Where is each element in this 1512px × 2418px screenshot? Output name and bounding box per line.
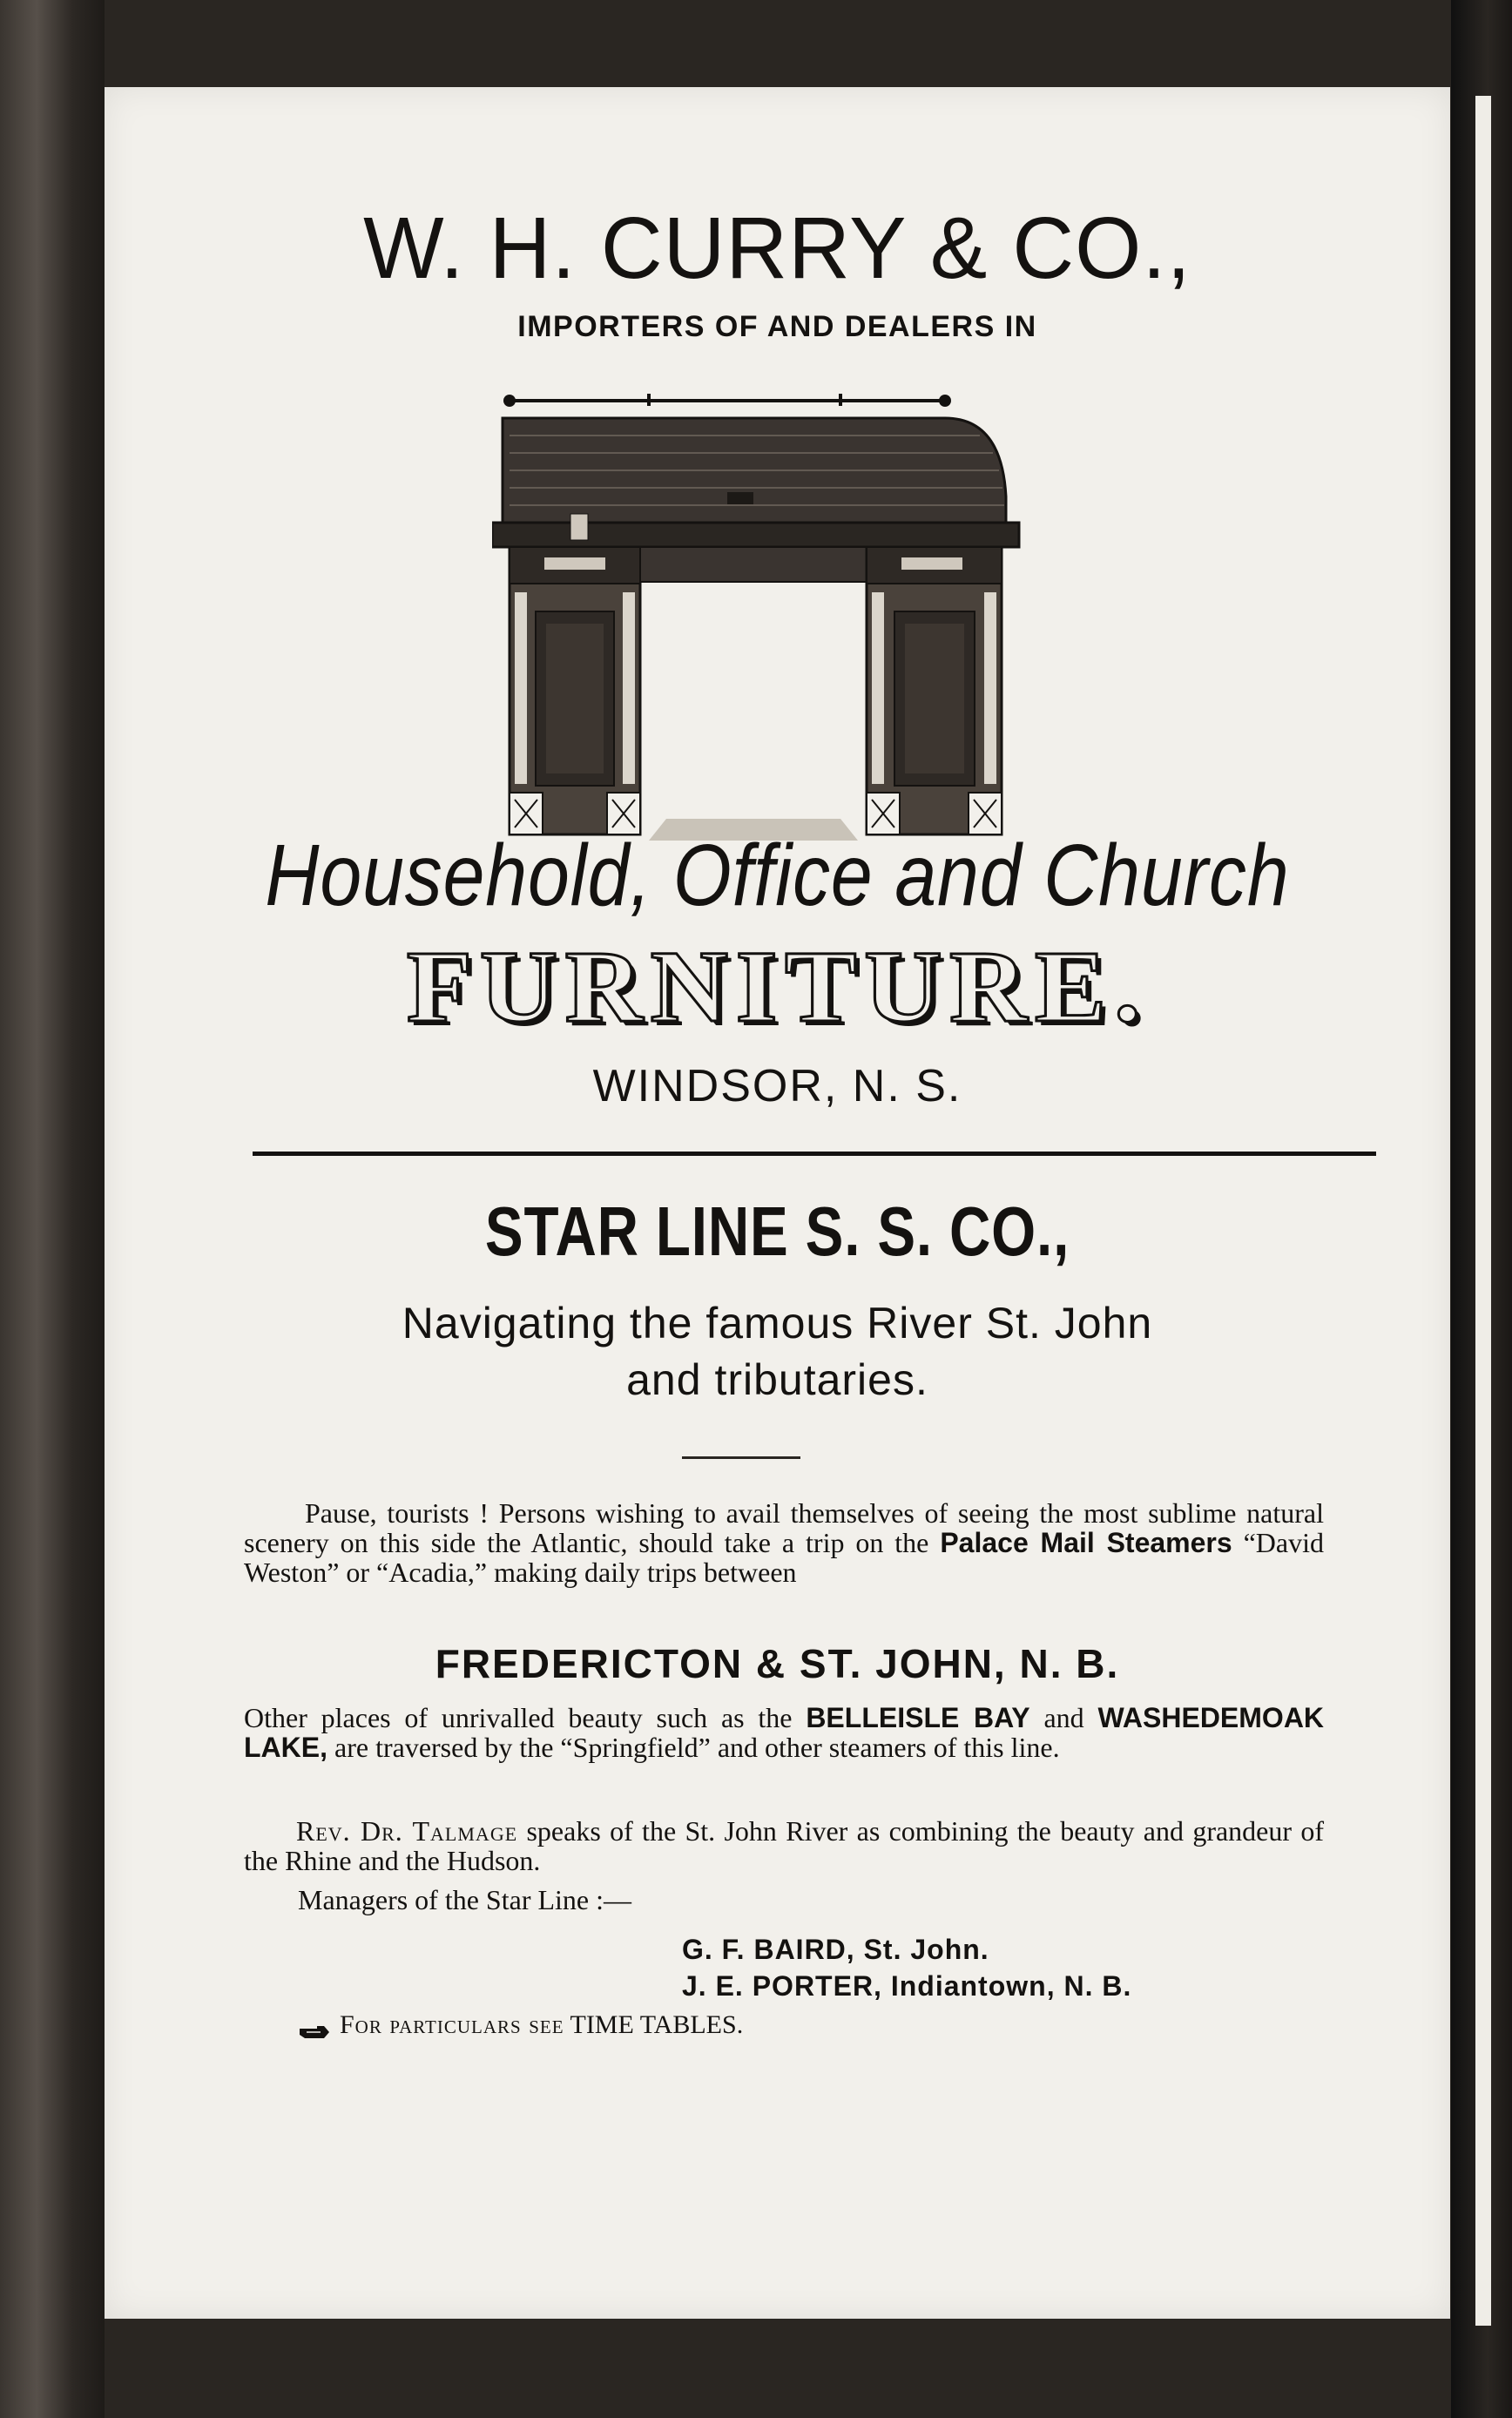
navigation-line-1: Navigating the famous River St. John — [402, 1299, 1153, 1347]
footer-text-b: TIME TABLES. — [564, 2010, 744, 2039]
tourist-text-c: “David Weston” or “Acadia,” making daily trips between — [244, 1527, 1325, 1588]
palace-steamers-text: Palace Mail Steamers — [940, 1527, 1232, 1558]
star-line-heading: STAR LINE S. S. CO., — [484, 1192, 1070, 1270]
tourist-text-a: Pause, tourists ! Persons wishing to avail themselves of seeing the most sublime natural scenery on this side the Atlantic, should take a trip on the — [244, 1497, 1324, 1558]
scan-left-edge — [0, 0, 105, 2418]
managers-label: Managers of the Star Line :— — [298, 1884, 631, 1915]
route-heading: FREDERICTON & ST. JOHN, N. B. — [435, 1641, 1120, 1686]
washedemoak-lake-text: WASHEDEMOAK LAKE, — [244, 1702, 1325, 1763]
footer-text-a: For particulars see — [340, 2010, 564, 2039]
places-text-c: and — [1029, 1702, 1098, 1733]
belleisle-bay-text: BELLEISLE BAY — [806, 1702, 1030, 1733]
advertisement-page — [105, 87, 1450, 2319]
firm-name: W. H. CURRY & CO., — [363, 199, 1191, 297]
furniture-types-line: Household, Office and Church — [265, 827, 1290, 924]
places-text-e: are traversed by the “Springfield” and other steamers of this line. — [327, 1732, 1060, 1763]
next-page-sliver — [1475, 96, 1491, 2326]
pointing-hand-icon — [298, 2018, 331, 2036]
section-divider — [253, 1152, 1376, 1156]
tourist-paragraph — [244, 1498, 1324, 1587]
location-text: WINDSOR, N. S. — [592, 1061, 962, 1111]
roll-top-desk-illustration — [492, 383, 1023, 888]
furniture-heading: FURNITURE. — [406, 929, 1149, 1044]
manager-baird: G. F. BAIRD, St. John. — [682, 1934, 989, 1965]
short-divider — [682, 1456, 800, 1459]
talmage-paragraph — [244, 1816, 1324, 1875]
footer-note — [298, 2010, 743, 2040]
importers-subtitle: IMPORTERS OF AND DEALERS IN — [517, 310, 1037, 343]
talmage-name: Rev. Dr. Talmage — [296, 1815, 518, 1847]
talmage-text: speaks of the St. John River as combining the beauty and grandeur of the Rhine and the Hudson. — [244, 1815, 1325, 1876]
places-text-a: Other places of unrivalled beauty such as the — [244, 1702, 807, 1733]
navigation-line-2: and tributaries. — [626, 1355, 928, 1404]
manager-porter: J. E. PORTER, Indiantown, N. B. — [682, 1970, 1132, 2002]
places-paragraph — [244, 1703, 1324, 1762]
